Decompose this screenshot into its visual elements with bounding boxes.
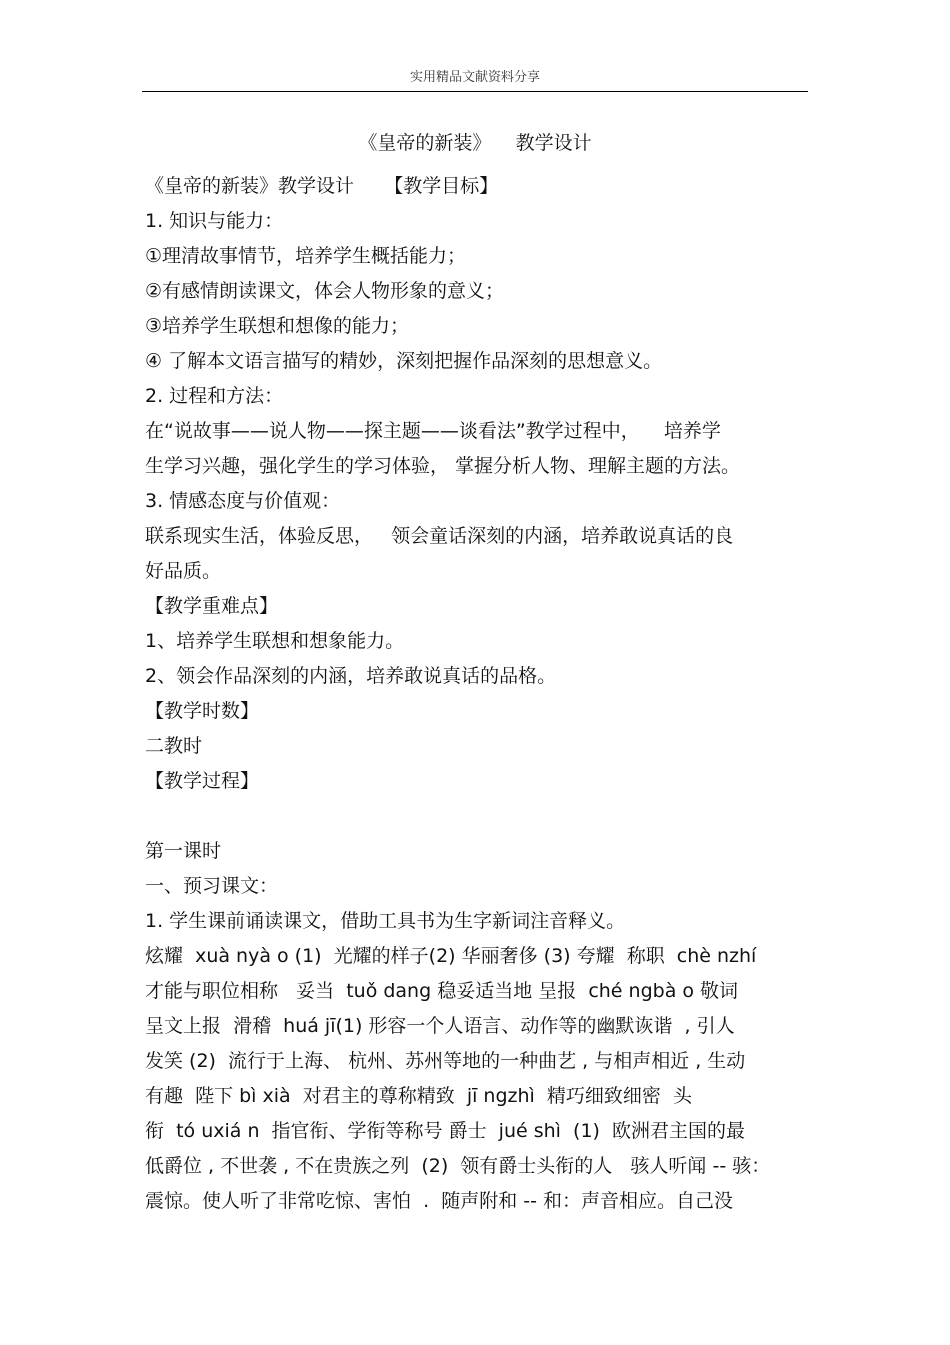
text-line: 有趣 陛下 bì xià 对君主的尊称精致 jī ngzhì 精巧细致细密 头 [145, 1085, 692, 1107]
text-line: 1. 学生课前诵读课文，借助工具书为生字新词注音释义。 [145, 910, 626, 932]
blank-line [145, 799, 825, 834]
text-line: 1、培养学生联想和想象能力。 [145, 630, 405, 652]
header-rule [142, 91, 808, 92]
text-line: 呈文上报 滑稽 huá jī(1) 形容一个人语言、动作等的幽默诙谐 , 引人 [145, 1015, 735, 1037]
text-line: ③培养学生联想和想像的能力； [145, 315, 410, 337]
text-line: 震惊。使人听了非常吃惊、害怕 . 随声附和 -- 和：声音相应。自己没 [145, 1190, 733, 1212]
document-body [145, 169, 825, 1219]
text-line: ①理清故事情节，培养学生概括能力； [145, 245, 467, 267]
text-line: 【教学过程】 [145, 770, 260, 792]
text-line: ②有感情朗读课文，体会人物形象的意义； [145, 280, 505, 302]
text-line: 2、领会作品深刻的内涵，培养敢说真话的品格。 [145, 665, 557, 687]
text-line: 《皇帝的新装》教学设计 【教学目标】 [145, 175, 499, 197]
text-line: 发笑 (2) 流行于上海、 杭州、苏州等地的一种曲艺 , 与相声相近 , 生动 [145, 1050, 746, 1072]
text-line: ④ 了解本文语言描写的精妙，深刻把握作品深刻的思想意义。 [145, 350, 663, 372]
text-line: 才能与职位相称 妥当 tuǒ dang 稳妥适当地 呈报 ché ngbà o 敬词 [145, 980, 739, 1002]
text-line: 好品质。 [145, 560, 222, 582]
text-line: 【教学重难点】 [145, 595, 279, 617]
text-line: 2. 过程和方法： [145, 385, 284, 407]
text-line: 3. 情感态度与价值观： [145, 490, 341, 512]
text-line: 生学习兴趣，强化学生的学习体验， 掌握分析人物、理解主题的方法。 [145, 455, 741, 477]
text-line: 低爵位 , 不世袭 , 不在贵族之列 (2) 领有爵士头衔的人 骇人听闻 -- 骇： [145, 1155, 771, 1177]
text-line: 【教学时数】 [145, 700, 260, 722]
text-line: 衔 tó uxiá n 指官衔、学衔等称号 爵士 jué shì (1) 欧洲君主国的最 [145, 1120, 746, 1142]
text-line: 联系现实生活，体验反思， 领会童话深刻的内涵，培养敢说真话的良 [145, 525, 734, 547]
text-line: 1. 知识与能力： [145, 210, 284, 232]
document-title: 《皇帝的新装》 教学设计 [358, 132, 592, 154]
text-line: 二教时 [145, 735, 203, 757]
text-line: 在“说故事——说人物——探主题——谈看法”教学过程中， 培养学 [145, 420, 721, 442]
text-line: 炫耀 xuà nyà o (1) 光耀的样子(2) 华丽奢侈 (3) 夸耀 称职 chè nzhí [145, 945, 757, 967]
text-line: 第一课时 [145, 840, 222, 862]
text-line: 一、预习课文： [145, 875, 279, 897]
page-header: 实用精品文献资料分享 [409, 70, 540, 85]
